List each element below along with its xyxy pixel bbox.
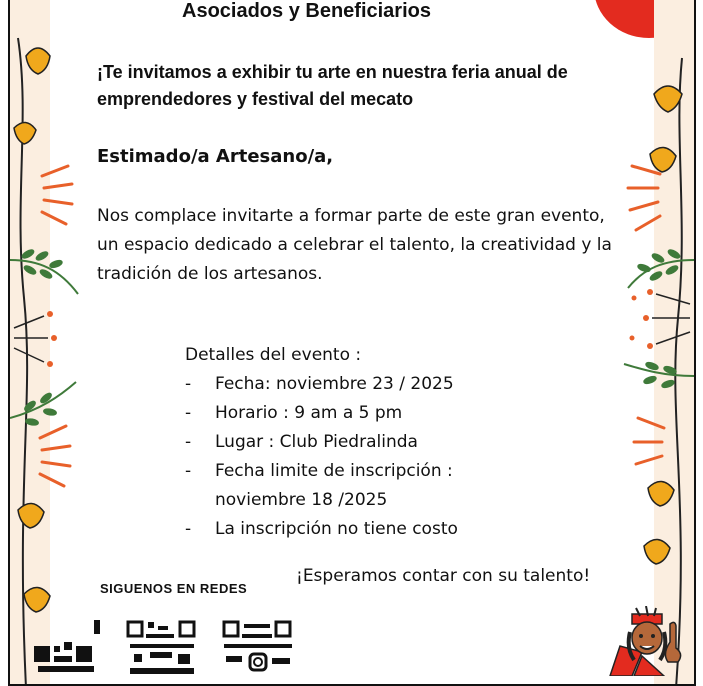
invitation-body: Nos complace invitarte a formar parte de este gran evento, un espacio dedicado a celebrar el talento, la creatividad y la tradición de los artesanos. — [97, 206, 612, 284]
qr-code-icon[interactable] — [124, 616, 202, 676]
social-label: SIGUENOS EN REDES — [100, 581, 248, 596]
qr-code-icon[interactable] — [220, 616, 296, 676]
invitation-headline: ¡Te invitamos a exhibir tu arte en nuestra feria anual de emprendedores y festival del mecato — [97, 62, 568, 109]
detail-registration-deadline: - Fecha limite de inscripción : noviembre 18 /2025 — [185, 457, 525, 515]
left-floral-border — [10, 0, 90, 686]
event-details-list — [185, 370, 525, 544]
detail-cost: - La inscripción no tiene costo — [185, 515, 525, 544]
mascot-illustration — [602, 606, 692, 676]
detail-location: - Lugar : Club Piedralinda — [185, 428, 525, 457]
event-details-heading: Detalles del evento : — [185, 345, 362, 365]
page-title: Asociados y Beneficiarios — [182, 0, 431, 22]
detail-date: - Fecha: noviembre 23 / 2025 — [185, 370, 525, 399]
detail-schedule: - Horario : 9 am a 5 pm — [185, 399, 525, 428]
event-details — [185, 341, 525, 544]
closing-message: ¡Esperamos contar con su talento! — [296, 566, 591, 586]
qr-code-icon[interactable] — [30, 616, 106, 676]
greeting: Estimado/a Artesano/a, — [97, 146, 334, 167]
invitation-card — [8, 0, 696, 686]
